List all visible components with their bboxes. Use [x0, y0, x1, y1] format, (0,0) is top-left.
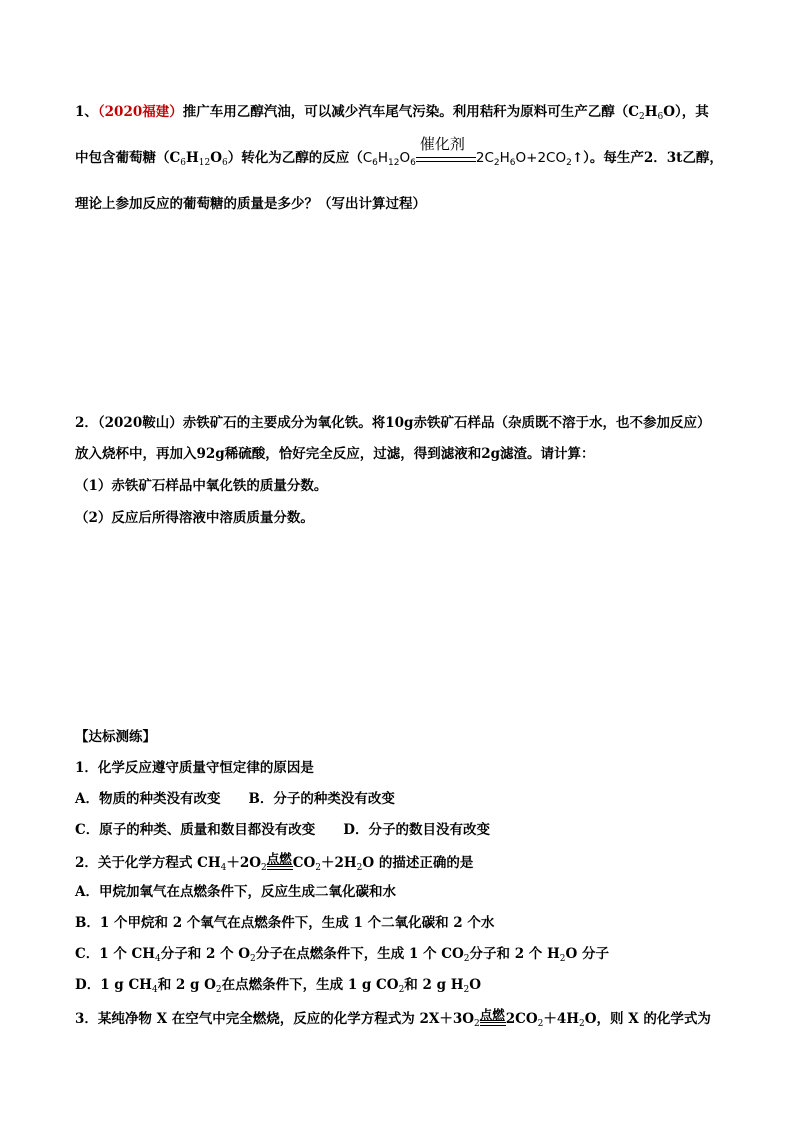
- sub: 12: [198, 158, 211, 168]
- text: D．1 g CH: [75, 977, 152, 993]
- practice-heading: 【达标测练】: [75, 729, 156, 745]
- double-line: [267, 866, 293, 870]
- catalyst-arrow: [416, 135, 476, 168]
- text: 3．某纯净物 X 在空气中完全燃烧，反应的化学方程式为 2X＋3O: [75, 1011, 474, 1027]
- sub: 12: [388, 158, 400, 168]
- p2-question: [75, 851, 473, 878]
- q1-line1: [75, 102, 709, 127]
- sub: 2: [250, 954, 256, 964]
- p2-option-c: [75, 944, 609, 969]
- eq-text: 2C: [475, 150, 494, 166]
- sub: 2: [638, 112, 645, 122]
- sub: 2: [566, 158, 572, 168]
- q1-text: 推广车用乙醇汽油，可以减少汽车尾气污染。利用秸秆为原料可生产乙醇（C: [182, 104, 639, 120]
- q1-line3: 理论上参加反应的葡萄糖的质量是多少？（写出计算过程）: [75, 196, 426, 212]
- q2-sub1: （1）赤铁矿石样品中氧化铁的质量分数。: [75, 478, 328, 494]
- text: ＋2H: [320, 855, 357, 871]
- sub: 2: [356, 863, 363, 873]
- q2-sub2: （2）反应后所得溶液中溶质质量分数。: [75, 510, 314, 526]
- q1-text: O: [210, 150, 222, 166]
- double-line: [416, 157, 476, 162]
- ignite-arrow: [480, 1007, 506, 1023]
- option-b: B．分子的种类没有改变: [248, 791, 395, 807]
- text: 分子和 2 个 O: [160, 946, 251, 962]
- q1-number: 1、: [75, 104, 98, 120]
- ignite-label: 点燃: [266, 851, 292, 866]
- sub: 6: [410, 158, 416, 168]
- ignite-arrow: [267, 851, 293, 867]
- text: ＋4H: [543, 1011, 580, 1027]
- option-a: A．物质的种类没有改变: [75, 791, 221, 807]
- sub: 6: [509, 158, 516, 168]
- q1-text: 中包含葡萄糖（C: [75, 150, 181, 166]
- text: 和 2 g O: [157, 977, 216, 993]
- q1-equation: [362, 135, 572, 173]
- q1-source: （2020福建）: [97, 104, 183, 120]
- text: 分子在点燃条件下，生成 1 个 CO: [255, 946, 464, 962]
- q1-line2: [75, 135, 723, 173]
- sub: 6: [180, 158, 186, 168]
- q1-text: H: [185, 150, 199, 166]
- q1-text: ↑）。每生产2．3t乙醇，: [571, 150, 723, 166]
- sub: 2: [474, 1019, 480, 1029]
- sub: 2: [463, 985, 470, 995]
- sub: 2: [215, 985, 222, 995]
- p2-option-d: [75, 975, 481, 1000]
- double-line: [480, 1022, 506, 1026]
- eq-text: H: [499, 150, 510, 166]
- option-c: C．原子的种类、质量和数目都没有改变: [75, 822, 316, 838]
- text: 和 2 g H: [404, 977, 464, 993]
- p1-question: 1．化学反应遵守质量守恒定律的原因是: [75, 760, 314, 776]
- sub: 6: [372, 158, 378, 168]
- text: O 的描述正确的是: [362, 855, 474, 871]
- eq-text: O+2CO: [515, 150, 567, 166]
- ignite-label: 点燃: [479, 1007, 505, 1022]
- p2-option-b: B．1 个甲烷和 2 个氧气在点燃条件下，生成 1 个二氧化碳和 2 个水: [75, 915, 495, 931]
- text: CO: [292, 855, 316, 871]
- text: 分子和 2 个 H: [469, 946, 560, 962]
- sub: 2: [463, 954, 470, 964]
- q2-line1: 2．（2020鞍山）赤铁矿石的主要成分为氧化铁。将10g赤铁矿石样品（杂质既不溶于水，也不参加反应）: [75, 415, 711, 431]
- eq-text: H: [377, 150, 389, 166]
- text: O，则 X 的化学式为: [584, 1011, 711, 1027]
- p1-options-ab: [75, 789, 395, 809]
- option-d: D．分子的数目没有改变: [343, 822, 490, 838]
- q2-line2: 放入烧杯中，再加入92g稀硫酸，恰好完全反应，过滤，得到滤液和2g滤渣。请计算：: [75, 446, 595, 462]
- sub: 4: [155, 954, 161, 964]
- text: O 分子: [565, 946, 609, 962]
- text: C．1 个 CH: [75, 946, 156, 962]
- p2-option-a: A．甲烷加氧气在点燃条件下，反应生成二氧化碳和水: [75, 884, 396, 900]
- catalyst-label: 催化剂: [419, 135, 465, 153]
- q1-text: ）转化为乙醇的反应（: [227, 150, 363, 166]
- sub: 6: [657, 112, 664, 122]
- sub: 2: [398, 985, 405, 995]
- q1-text: H: [644, 104, 658, 120]
- eq-text: C: [362, 150, 373, 166]
- sub: 2: [493, 158, 500, 168]
- text: O: [469, 977, 481, 993]
- p3-question: [75, 1007, 711, 1034]
- sub: 2: [579, 1019, 585, 1029]
- text: 2．关于化学方程式 CH: [75, 855, 221, 871]
- q1-text: O），其: [663, 104, 709, 120]
- sub: 2: [537, 1019, 544, 1029]
- p1-options-cd: [75, 820, 490, 840]
- sub: 2: [260, 863, 267, 873]
- sub: 2: [559, 954, 566, 964]
- sub: 6: [221, 158, 228, 168]
- sub: 4: [220, 863, 227, 873]
- text: ＋2O: [226, 855, 261, 871]
- sub: 4: [151, 985, 158, 995]
- text: 2CO: [505, 1011, 538, 1027]
- sub: 2: [315, 863, 321, 873]
- eq-text: O: [399, 150, 411, 166]
- text: 在点燃条件下，生成 1 g CO: [221, 977, 399, 993]
